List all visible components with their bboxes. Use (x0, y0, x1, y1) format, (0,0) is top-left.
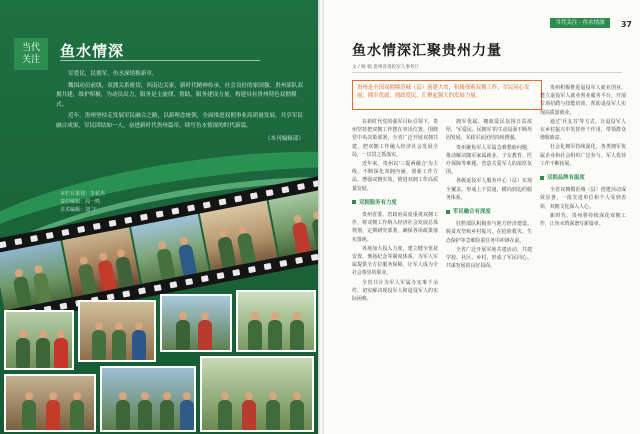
intro-paragraph-2: 魏国动员前线，双拥关系密切，西南边关家，新时代精神传承，社会良好的家国强。贵州部队双拥共建，维护积极，为动员出力，服务是主旋律，帮助，服务建设力量，构建具有贵州特色双拥模式。 (56, 82, 303, 108)
text-column-1 (352, 118, 438, 304)
paragraph: 近年来，贵州以'三提两融合'为主线，不断深化双拥内涵，创新工作方法，增强双拥实效，推进双拥工作高质量发展。 (352, 161, 438, 192)
paragraph: 贵州积极推进退役军人就业创业，建立退役军人就业创业服务平台，开展专项招聘与技能培训，帮助退役军人实现高质量就业。 (540, 85, 626, 116)
byline-divider (352, 72, 622, 73)
page-number-area (618, 20, 632, 29)
sub-heading: 军民融合有深度 (446, 208, 532, 216)
right-page (324, 0, 640, 434)
collage-photo-6 (100, 366, 196, 432)
intro-paragraph-1: 军爱民，民拥军，鱼水深情换新章。 (68, 71, 158, 77)
collage-photo-3 (160, 294, 232, 352)
paragraph: 通过'兵支书'等方式，让退役军人在乡村振兴中发挥骨干作用，带领群众增收致富。 (540, 118, 626, 142)
photo-collage (0, 290, 318, 434)
paragraph: 贵州聚焦军人军属急难愁盼问题，推动解决随军家属就业、子女教育、医疗保障等难题，营造关爱军人的浓厚氛围。 (446, 144, 532, 176)
paragraph: 新时代，贵州将持续深化双拥工作，让鱼水情深谱写新篇章。 (540, 212, 626, 228)
lead-summary-box: 贵州是全国双拥模范城（县）创建大省，积极探索双拥工作，军民同心发展，拥军优属，拥政爱民，汇聚起强大的发展力量。 (352, 80, 542, 110)
paragraph: 拥军优属、拥政爱民氛围日益浓厚，'军爱民、民拥军'的生动局面不断巩固发展，军政军民团结持续增强。 (446, 119, 532, 142)
paragraph: 各级退役军人服务中心（站）实现全覆盖，形成上下贯通、横向到边的服务体系。 (446, 178, 532, 201)
page-number: 37 (620, 20, 632, 29)
paragraph: 贵州省委、省政府高度重视双拥工作，将双拥工作纳入经济社会发展总体规划，定期研究部署，确保各项政策落实落地。 (352, 212, 438, 243)
credit-designer: 美术编辑：刘 宁 (60, 207, 97, 213)
credit-planner: 本栏目策划：李花杰 (60, 191, 106, 197)
paragraph: 驻黔部队积极参与地方经济建设、脱贫攻坚和乡村振兴，在抢险救灾、生态保护等急难险重任务中冲锋在前。 (446, 221, 532, 244)
credit-editor: 责任编辑：周一鸣 (60, 199, 101, 205)
editor-credits (60, 190, 105, 214)
sub-heading: 双拥品牌有温度 (540, 174, 626, 182)
collage-photo-7 (200, 356, 314, 432)
intro-paragraph-3: 近年，贵州坚持走发展军民融合之路，以新理念统领，全面推进双拥事业高质量发展，共享军民融合成果，军民团结如一人，奋进新时代贵州篇章，续写鱼水情深的时代新篇。 (56, 113, 303, 129)
paragraph: 全省共计为军人军属办实事千余件，切实解决现役军人和退役军人的实际困难。 (352, 279, 438, 303)
paragraph: 全省双拥模范城（县）创建活动成效显著，一批先进单位和个人受到表彰，双拥文化深入人心。 (540, 187, 626, 210)
collage-photo-4 (236, 290, 316, 352)
left-page-title: 鱼水情深 (60, 42, 125, 60)
article-byline: 文 / 杨 娟 贵州省退役军人事务厅 (352, 65, 420, 70)
column-tag: 当代 关注 (14, 38, 48, 70)
collage-photo-2 (78, 300, 156, 362)
paragraph: 各地加大投入力度，建立健全优抚安置、褒扬纪念等制度体系，为军人军属提供全方位服务保障，让军人成为全社会尊崇的职业。 (352, 245, 438, 277)
section-label: 当代关注 · 鱼水情深 (550, 18, 610, 28)
collage-photo-5 (4, 374, 96, 432)
paragraph: 全省广泛开展军地共建活动，共建学校、社区、乡村，形成了军民同心、共谋发展的良好局面。 (446, 246, 532, 270)
title-underline (60, 60, 260, 61)
left-page (0, 0, 318, 434)
intro-text (56, 70, 304, 146)
text-column-2 (446, 118, 532, 271)
paragraph: 在新时代党的强军目标引领下，贵州坚持把双拥工作摆在突出位置。围绕党中央决策部署，全省广泛开展双拥共建，把双拥工作融入经济社会发展全局，一以贯之抓落实。 (352, 119, 438, 158)
intro-signature: （本刊编辑部） (264, 135, 304, 142)
film-photo-5 (269, 187, 318, 257)
collage-photo-1 (4, 310, 74, 370)
sub-heading: 双拥服务有力度 (352, 199, 438, 207)
text-column-3 (540, 84, 626, 229)
article-title: 鱼水情深汇聚贵州力量 (352, 43, 502, 59)
paragraph: 社会化拥军持续深化，各类拥军优属企业和社会组织广泛参与，军人优待工作不断拓展。 (540, 144, 626, 167)
